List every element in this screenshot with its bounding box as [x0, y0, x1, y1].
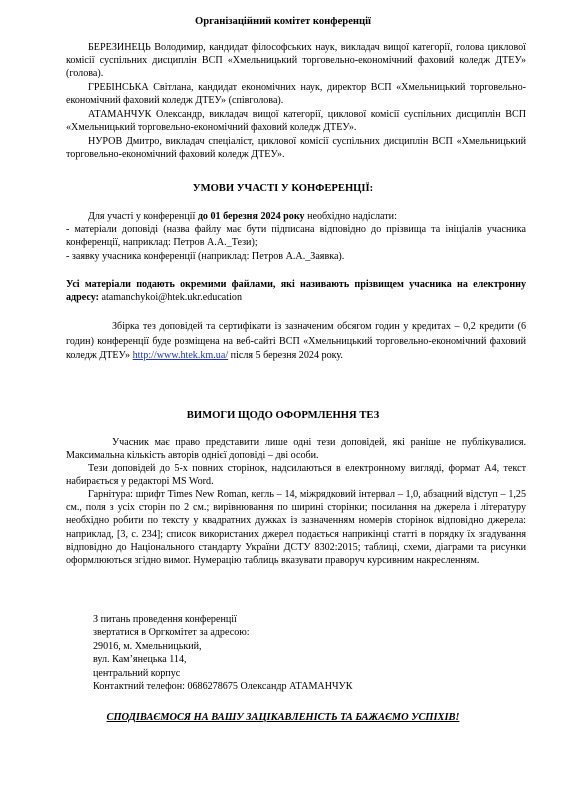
contact-line-5: центральний корпус — [93, 667, 181, 679]
intro-text: Для участі у конференції — [88, 211, 198, 222]
requirements-para-1: Учасник має право представити лише одні тези доповідей, які раніше не публікувалися. Максимальна кількість авторів однієї доповіді – дві особи. — [66, 437, 526, 462]
requirements-para-2: Тези доповідей до 5-х повних сторінок, надсилаються в електронному вигляді, формат А4, текст набирається у редакторі MS Word. — [66, 463, 526, 488]
committee-member-3: АТАМАНЧУК Олександр, викладач вищої категорії, циклової комісії суспільних дисциплін ВСП «Хмельницький торговельно-економічний фаховий коледж ДТЕУ». — [66, 109, 526, 134]
conditions-item-materials: - матеріали доповіді (назва файлу має бути підписана відповідно до прізвища та ініціалів учасника конференції, наприклад: Петров А.А._Тези); — [66, 224, 526, 249]
deadline-date: до 01 березня 2024 року — [197, 211, 305, 222]
contact-line-3: 29016, м. Хмельницький, — [93, 640, 202, 652]
committee-member-4: НУРОВ Дмитро, викладач спеціаліст, циклової комісії суспільних дисциплін ВСП «Хмельницький торговельно-економічний фаховий коледж ДТЕУ». — [66, 136, 526, 161]
requirements-title: ВИМОГИ ЩОДО ОФОРМЛЕННЯ ТЕЗ — [186, 410, 380, 421]
conditions-item-application: - заявку учасника конференції (наприклад: Петров А.А._Заявка). — [66, 251, 345, 262]
email-address[interactable]: atamanchykoi@htek.ukr.education — [99, 292, 242, 304]
conditions-title: УМОВИ УЧАСТІ У КОНФЕРЕНЦІЇ: — [192, 183, 374, 194]
committee-member-1: БЕРЕЗИНЕЦЬ Володимир, кандидат філософських наук, викладач вищої категорії, голова циклової комісії суспільних дисциплін ВСП «Хмельницький торговельно-економічний фаховий коледж ДТЕУ» (голова). — [66, 42, 526, 80]
collection-text: Збірка тез доповідей та сертифікати із зазначеним обсягом годин у кредитах – 0,2 кредити (6 годин) конференції буде розміщена на веб-сайті ВСП «Хмельницький торговельно-економічний фаховий коледж ДТЕУ» — [66, 321, 526, 362]
contact-line-1: З питань проведення конференції — [93, 614, 237, 625]
contact-line-2: звертатися в Оргкомітет за адресою: — [93, 627, 250, 639]
separate-files-bold: Усі матеріали подають окремими файлами, які називають прізвищем учасника на електронну адресу: — [66, 279, 526, 304]
contact-line-4: вул. Кам’янецька 114, — [93, 654, 187, 666]
closing-message: СПОДІВАЄМОСЯ НА ВАШУ ЗАЦІКАВЛЕНІСТЬ ТА БАЖАЄМО УСПІХІВ! — [106, 712, 460, 723]
collection-note — [66, 320, 526, 364]
conditions-intro — [66, 210, 526, 223]
intro-text-end: необхідно надіслати: — [304, 211, 397, 222]
separate-files-note — [66, 278, 526, 304]
contact-block — [93, 613, 493, 693]
collection-text-end: після 5 березня 2024 року. — [228, 350, 343, 362]
committee-member-2: ГРЕБІНСЬКА Світлана, кандидат економічних наук, директор ВСП «Хмельницький торговельно-економічний фаховий коледж ДТЕУ» (співголова). — [66, 82, 526, 107]
committee-title: Організаційний комітет конференції — [194, 16, 371, 27]
website-link[interactable]: http://www.htek.km.ua/ — [132, 350, 229, 362]
requirements-para-3: Гарнітура: шрифт Times New Roman, кегль – 14, міжрядковий інтервал – 1,0, абзацний відступ – 1,25 см., поля з усіх сторін по 2 см.; вирівнювання по ширині сторінки; посилання на джерела і літературу необхідно робити по тексту у квадратних дужках із зазначенням номерів сторінок відповідно джерела: наприклад, [3, с. 234]; список використаних джерел подається наприкінці статті в порядку їх згадування відповідно до Національного стандарту України ДСТУ 8302:2015; таблиці, схеми, діаграми та рисунки оформлюються згідно вимог. Нумерацію таблиць вказувати праворуч курсивним накресленням. — [66, 489, 526, 567]
contact-phone: Контактний телефон: 0686278675 Олександр АТАМАНЧУК — [93, 681, 353, 693]
